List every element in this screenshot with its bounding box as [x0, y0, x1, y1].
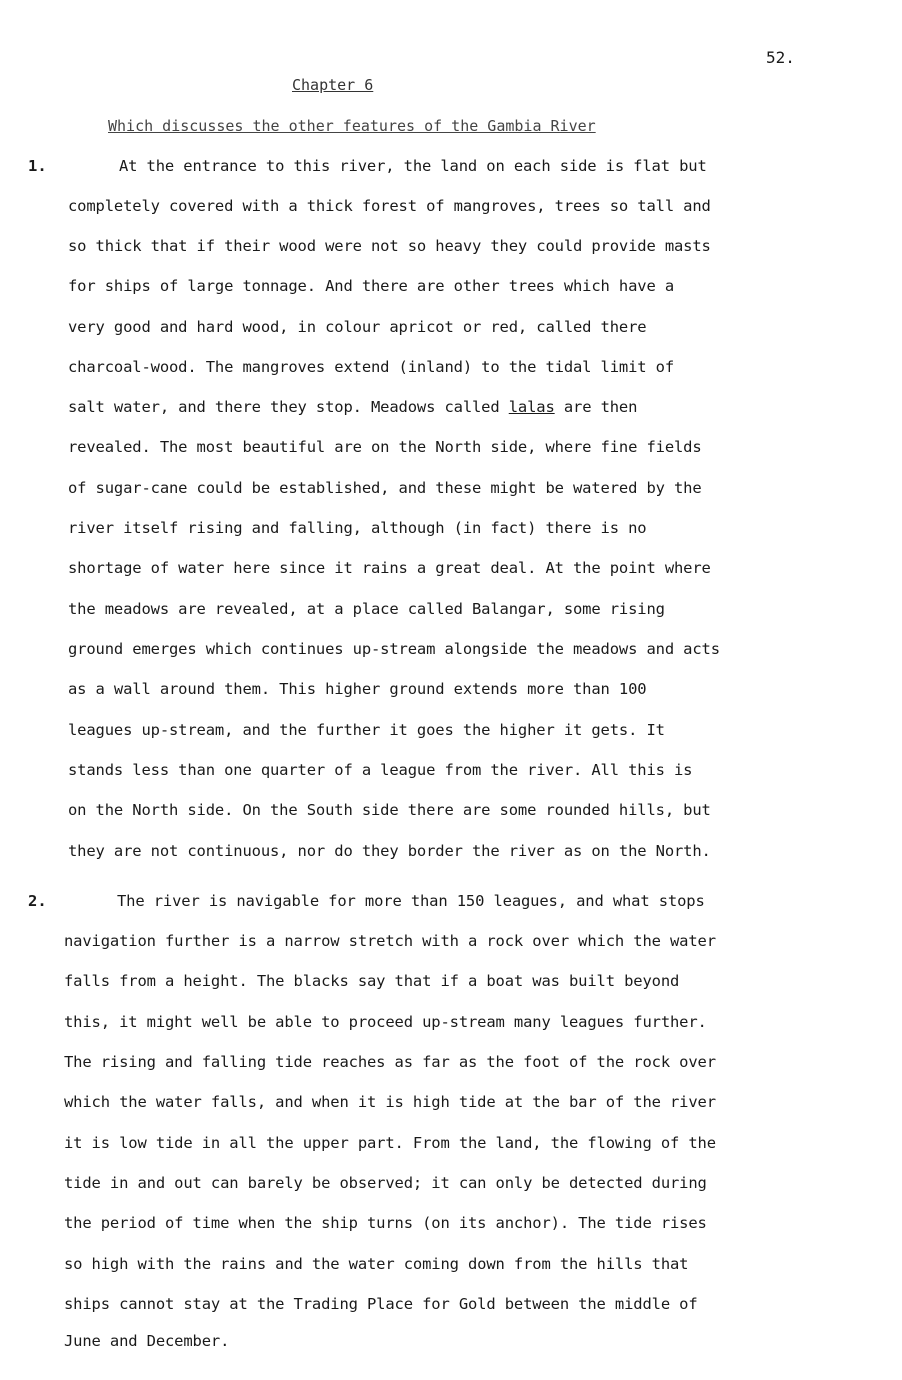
paragraph-1-line: so thick that if their wood were not so heavy they could provide masts: [68, 237, 711, 255]
paragraph-1-line: salt water, and there they stop. Meadows called lalas are then: [68, 398, 638, 416]
paragraph-1-number: 1.: [28, 157, 47, 175]
paragraph-2-line: The rising and falling tide reaches as far as the foot of the rock over: [64, 1053, 716, 1071]
paragraph-2-number: 2.: [28, 892, 47, 910]
paragraph-1-line: completely covered with a thick forest of mangroves, trees so tall and: [68, 197, 711, 215]
paragraph-1-line: as a wall around them. This higher ground extends more than 100: [68, 680, 647, 698]
paragraph-2-line: the period of time when the ship turns (on its anchor). The tide rises: [64, 1214, 707, 1232]
paragraph-1-line: stands less than one quarter of a league from the river. All this is: [68, 761, 693, 779]
paragraph-1-line: leagues up-stream, and the further it goes the higher it gets. It: [68, 721, 665, 739]
paragraph-2-line: it is low tide in all the upper part. From the land, the flowing of the: [64, 1134, 716, 1152]
underlined-term: lalas: [508, 398, 555, 416]
paragraph-2-line: tide in and out can barely be observed; it can only be detected during: [64, 1174, 707, 1192]
paragraph-2-line: navigation further is a narrow stretch with a rock over which the water: [64, 932, 716, 950]
chapter-subtitle: Which discusses the other features of the Gambia River: [108, 117, 596, 135]
paragraph-1-line: very good and hard wood, in colour apricot or red, called there: [68, 318, 647, 336]
paragraph-2-line: this, it might well be able to proceed up-stream many leagues further.: [64, 1013, 707, 1031]
paragraph-2-line: falls from a height. The blacks say that if a boat was built beyond: [64, 972, 680, 990]
paragraph-1-line: At the entrance to this river, the land on each side is flat but: [119, 157, 707, 175]
paragraph-2-line: ships cannot stay at the Trading Place for Gold between the middle of: [64, 1295, 698, 1313]
paragraph-1-line: of sugar-cane could be established, and these might be watered by the: [68, 479, 702, 497]
paragraph-1-line: they are not continuous, nor do they border the river as on the North.: [68, 842, 711, 860]
paragraph-1-line: river itself rising and falling, although (in fact) there is no: [68, 519, 647, 537]
paragraph-2-line: so high with the rains and the water coming down from the hills that: [64, 1255, 689, 1273]
paragraph-1-line: charcoal-wood. The mangroves extend (inland) to the tidal limit of: [68, 358, 674, 376]
paragraph-1-line: for ships of large tonnage. And there are other trees which have a: [68, 277, 674, 295]
paragraph-1-line: the meadows are revealed, at a place called Balangar, some rising: [68, 600, 665, 618]
paragraph-2-line: which the water falls, and when it is high tide at the bar of the river: [64, 1093, 716, 1111]
chapter-title: Chapter 6: [292, 76, 374, 94]
paragraph-1-line: on the North side. On the South side there are some rounded hills, but: [68, 801, 711, 819]
paragraph-1-line: ground emerges which continues up-stream alongside the meadows and acts: [68, 640, 720, 658]
paragraph-2-line: The river is navigable for more than 150 leagues, and what stops: [117, 892, 705, 910]
paragraph-1-line: revealed. The most beautiful are on the North side, where fine fields: [68, 438, 702, 456]
paragraph-1-line: shortage of water here since it rains a great deal. At the point where: [68, 559, 711, 577]
page-number: 52.: [766, 48, 795, 67]
paragraph-2-line: June and December.: [64, 1332, 230, 1350]
